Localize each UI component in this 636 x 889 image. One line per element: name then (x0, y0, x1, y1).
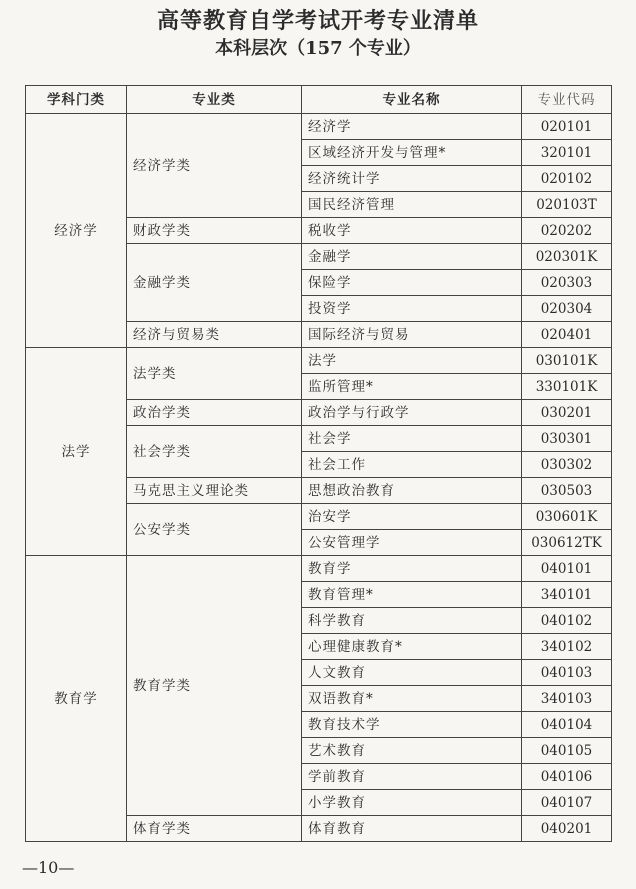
discipline-category-cell: 法学 (26, 348, 127, 556)
major-name-cell: 公安管理学 (302, 530, 522, 556)
major-name-cell: 经济学 (302, 114, 522, 140)
header-major-name: 专业名称 (302, 86, 522, 114)
header-class: 专业类 (127, 86, 302, 114)
major-class-cell: 财政学类 (127, 218, 302, 244)
major-code-cell: 030101K (522, 348, 612, 374)
document-title: 高等教育自学考试开考专业清单 (156, 8, 479, 34)
major-code-cell: 030503 (522, 478, 612, 504)
major-code-cell: 040101 (522, 556, 612, 582)
major-name-cell: 双语教育* (302, 686, 522, 712)
major-name-cell: 小学教育 (302, 790, 522, 816)
major-code-cell: 340103 (522, 686, 612, 712)
page-number: —10— (22, 858, 75, 877)
discipline-category-cell: 教育学 (26, 556, 127, 842)
major-code-cell: 030301 (522, 426, 612, 452)
major-name-cell: 国民经济管理 (302, 192, 522, 218)
table-row (26, 556, 612, 582)
major-name-cell: 体育教育 (302, 816, 522, 842)
major-name-cell: 治安学 (302, 504, 522, 530)
major-name-cell: 国际经济与贸易 (302, 322, 522, 348)
table-header-row (26, 86, 612, 114)
major-class-cell: 金融学类 (127, 244, 302, 322)
major-list-table (25, 85, 612, 842)
major-name-cell: 心理健康教育* (302, 634, 522, 660)
major-code-cell: 040201 (522, 816, 612, 842)
major-code-cell: 020202 (522, 218, 612, 244)
major-code-cell: 040105 (522, 738, 612, 764)
major-code-cell: 040104 (522, 712, 612, 738)
major-name-cell: 学前教育 (302, 764, 522, 790)
table-row (26, 348, 612, 374)
major-name-cell: 社会学 (302, 426, 522, 452)
major-name-cell: 政治学与行政学 (302, 400, 522, 426)
major-name-cell: 保险学 (302, 270, 522, 296)
major-name-cell: 教育技术学 (302, 712, 522, 738)
major-code-cell: 340101 (522, 582, 612, 608)
major-name-cell: 艺术教育 (302, 738, 522, 764)
major-class-cell: 政治学类 (127, 400, 302, 426)
major-code-cell: 020301K (522, 244, 612, 270)
major-name-cell: 教育管理* (302, 582, 522, 608)
major-class-cell: 公安学类 (127, 504, 302, 556)
header-category: 学科门类 (26, 86, 127, 114)
major-class-cell: 体育学类 (127, 816, 302, 842)
major-name-cell: 科学教育 (302, 608, 522, 634)
major-code-cell: 020102 (522, 166, 612, 192)
major-class-cell: 经济学类 (127, 114, 302, 218)
header-major-code: 专业代码 (522, 86, 612, 114)
major-name-cell: 监所管理* (302, 374, 522, 400)
discipline-category-cell: 经济学 (26, 114, 127, 348)
major-name-cell: 区域经济开发与管理* (302, 140, 522, 166)
major-class-cell: 教育学类 (127, 556, 302, 816)
major-class-cell: 社会学类 (127, 426, 302, 478)
major-class-cell: 经济与贸易类 (127, 322, 302, 348)
major-code-cell: 040102 (522, 608, 612, 634)
major-code-cell: 030601K (522, 504, 612, 530)
major-code-cell: 320101 (522, 140, 612, 166)
major-code-cell: 040107 (522, 790, 612, 816)
major-name-cell: 社会工作 (302, 452, 522, 478)
major-code-cell: 020304 (522, 296, 612, 322)
major-name-cell: 人文教育 (302, 660, 522, 686)
table-row (26, 114, 612, 140)
major-name-cell: 思想政治教育 (302, 478, 522, 504)
major-code-cell: 340102 (522, 634, 612, 660)
major-name-cell: 金融学 (302, 244, 522, 270)
major-class-cell: 马克思主义理论类 (127, 478, 302, 504)
major-name-cell: 法学 (302, 348, 522, 374)
major-code-cell: 030201 (522, 400, 612, 426)
major-class-cell: 法学类 (127, 348, 302, 400)
major-code-cell: 030302 (522, 452, 612, 478)
major-code-cell: 020303 (522, 270, 612, 296)
table-body (26, 114, 612, 842)
major-code-cell: 040103 (522, 660, 612, 686)
major-code-cell: 020103T (522, 192, 612, 218)
major-name-cell: 教育学 (302, 556, 522, 582)
major-code-cell: 020401 (522, 322, 612, 348)
major-code-cell: 020101 (522, 114, 612, 140)
major-name-cell: 投资学 (302, 296, 522, 322)
major-name-cell: 经济统计学 (302, 166, 522, 192)
major-code-cell: 040106 (522, 764, 612, 790)
document-subtitle: 本科层次（157 个专业） (215, 38, 421, 59)
major-code-cell: 030612TK (522, 530, 612, 556)
major-code-cell: 330101K (522, 374, 612, 400)
major-name-cell: 税收学 (302, 218, 522, 244)
